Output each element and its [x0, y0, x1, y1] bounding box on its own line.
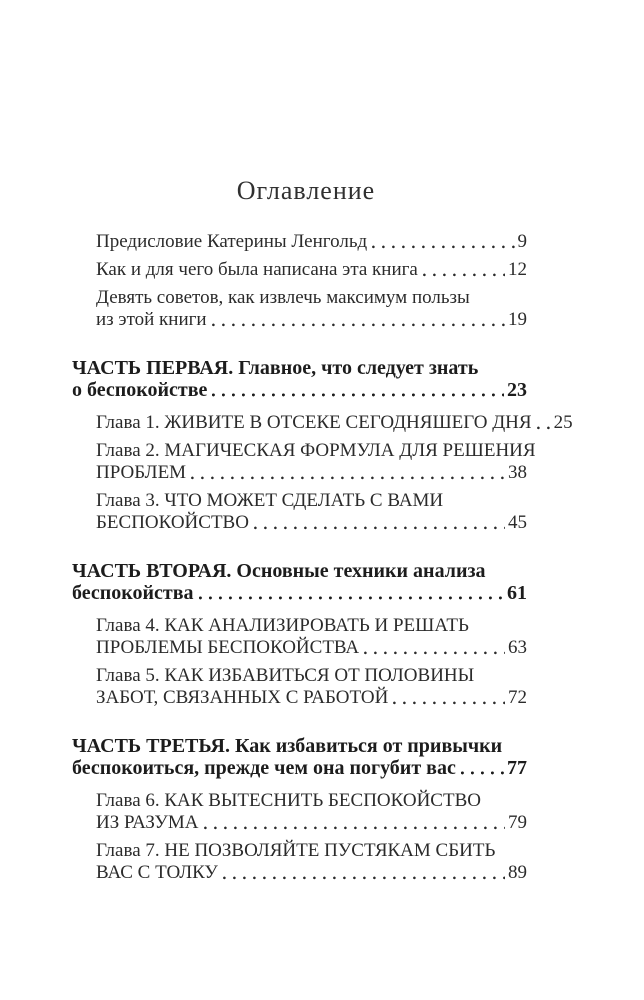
part-heading-text: о беспокойстве: [72, 379, 208, 401]
dot-leader: [204, 826, 506, 830]
toc-line: [96, 412, 573, 434]
table-of-contents: [72, 231, 573, 884]
page-number: 38: [508, 462, 527, 483]
toc-line: [96, 259, 527, 281]
toc-entry-how-written: [96, 259, 527, 281]
dot-leader: [191, 476, 505, 480]
toc-line: [96, 440, 536, 462]
toc-entry-text: из этой книги: [96, 309, 207, 330]
toc-entry-text: Предисловие Катерины Ленгольд: [96, 231, 368, 252]
toc-entry-text: Глава 2. МАГИЧЕСКАЯ ФОРМУЛА ДЛЯ РЕШЕНИЯ: [96, 440, 536, 461]
page-number: 77: [507, 757, 527, 779]
page-number: 45: [508, 512, 527, 533]
toc-line: [96, 309, 527, 331]
toc-entry-chapter-5: [96, 665, 527, 709]
dot-leader: [423, 273, 505, 277]
page-number: 63: [508, 637, 527, 658]
dot-leader: [393, 701, 505, 705]
toc-line: [72, 757, 527, 779]
dot-leader: [254, 526, 505, 530]
page-number: 72: [508, 687, 527, 708]
toc-entry-chapter-2: [96, 440, 536, 484]
toc-entry-text: Девять советов, как извлечь максимум пользы: [96, 287, 470, 308]
toc-entry-chapter-6: [96, 790, 527, 834]
page-number: 23: [507, 379, 527, 401]
toc-line: [96, 840, 527, 862]
toc-entry-text: Глава 6. КАК ВЫТЕСНИТЬ БЕСПОКОЙСТВО: [96, 790, 481, 811]
part-heading-text: беспокойства: [72, 582, 194, 604]
toc-line: [72, 560, 527, 582]
dot-leader: [199, 596, 504, 600]
toc-line: [96, 637, 527, 659]
toc-entry-text: Глава 1. ЖИВИТЕ В ОТСЕКЕ СЕГОДНЯШЕГО ДНЯ: [96, 412, 532, 433]
dot-leader: [372, 245, 514, 249]
part-heading: [72, 357, 527, 401]
part-heading-text: беспокоиться, прежде чем она погубит вас: [72, 757, 456, 779]
dot-leader: [212, 323, 505, 327]
toc-entry-text: Как и для чего была написана эта книга: [96, 259, 418, 280]
toc-part-3: [72, 735, 527, 884]
page-number: 89: [508, 862, 527, 883]
dot-leader: [223, 876, 505, 880]
toc-entry-text: Глава 5. КАК ИЗБАВИТЬСЯ ОТ ПОЛОВИНЫ: [96, 665, 475, 686]
toc-line: [72, 735, 527, 757]
toc-entry-chapter-7: [96, 840, 527, 884]
page-number: 9: [517, 231, 527, 252]
toc-entry-text: Глава 3. ЧТО МОЖЕТ СДЕЛАТЬ С ВАМИ: [96, 490, 444, 511]
toc-line: [96, 687, 527, 709]
dot-leader: [537, 426, 551, 430]
page-title: Оглавление: [236, 176, 376, 205]
toc-line: [96, 287, 527, 309]
toc-part-1: [72, 357, 573, 534]
dot-leader: [461, 771, 504, 775]
toc-line: [72, 357, 527, 379]
page-number: 25: [553, 412, 573, 433]
toc-line: [96, 790, 527, 812]
toc-line: [96, 665, 527, 687]
toc-entry-text: ПРОБЛЕМ: [96, 462, 187, 483]
toc-line: [96, 462, 527, 484]
toc-line: [96, 812, 527, 834]
toc-line: [96, 231, 527, 253]
toc-entry-preface: [96, 231, 527, 253]
part-heading: [72, 735, 527, 779]
toc-entry-nine-tips: [96, 287, 527, 331]
dot-leader: [212, 393, 504, 397]
toc-entry-chapter-3: [96, 490, 527, 534]
toc-entry-chapter-1: [96, 412, 573, 434]
toc-entry-chapter-4: [96, 615, 527, 659]
toc-entry-text: ИЗ РАЗУМА: [96, 812, 199, 833]
part-heading-text: ЧАСТЬ ВТОРАЯ. Основные техники анализа: [72, 560, 486, 582]
toc-line: [96, 862, 527, 884]
toc-entry-text: Глава 4. КАК АНАЛИЗИРОВАТЬ И РЕШАТЬ: [96, 615, 469, 636]
toc-line: [72, 582, 527, 604]
page-number: 79: [508, 812, 527, 833]
page-number: 61: [507, 582, 527, 604]
toc-entry-text: Глава 7. НЕ ПОЗВОЛЯЙТЕ ПУСТЯКАМ СБИТЬ: [96, 840, 496, 861]
toc-line: [96, 490, 527, 512]
toc-entry-text: ПРОБЛЕМЫ БЕСПОКОЙСТВА: [96, 637, 360, 658]
toc-entry-text: ВАС С ТОЛКУ: [96, 862, 218, 883]
toc-part-2: [72, 560, 527, 709]
page-number: 19: [508, 309, 527, 330]
dot-leader: [364, 651, 505, 655]
toc-line: [96, 615, 527, 637]
toc-line: [72, 379, 527, 401]
part-heading-text: ЧАСТЬ ТРЕТЬЯ. Как избавиться от привычки: [72, 735, 503, 757]
toc-entry-text: ЗАБОТ, СВЯЗАННЫХ С РАБОТОЙ: [96, 687, 389, 708]
page-number: 12: [508, 259, 527, 280]
part-heading-text: ЧАСТЬ ПЕРВАЯ. Главное, что следует знать: [72, 357, 479, 379]
toc-line: [96, 512, 527, 534]
part-heading: [72, 560, 527, 604]
toc-entry-text: БЕСПОКОЙСТВО: [96, 512, 249, 533]
